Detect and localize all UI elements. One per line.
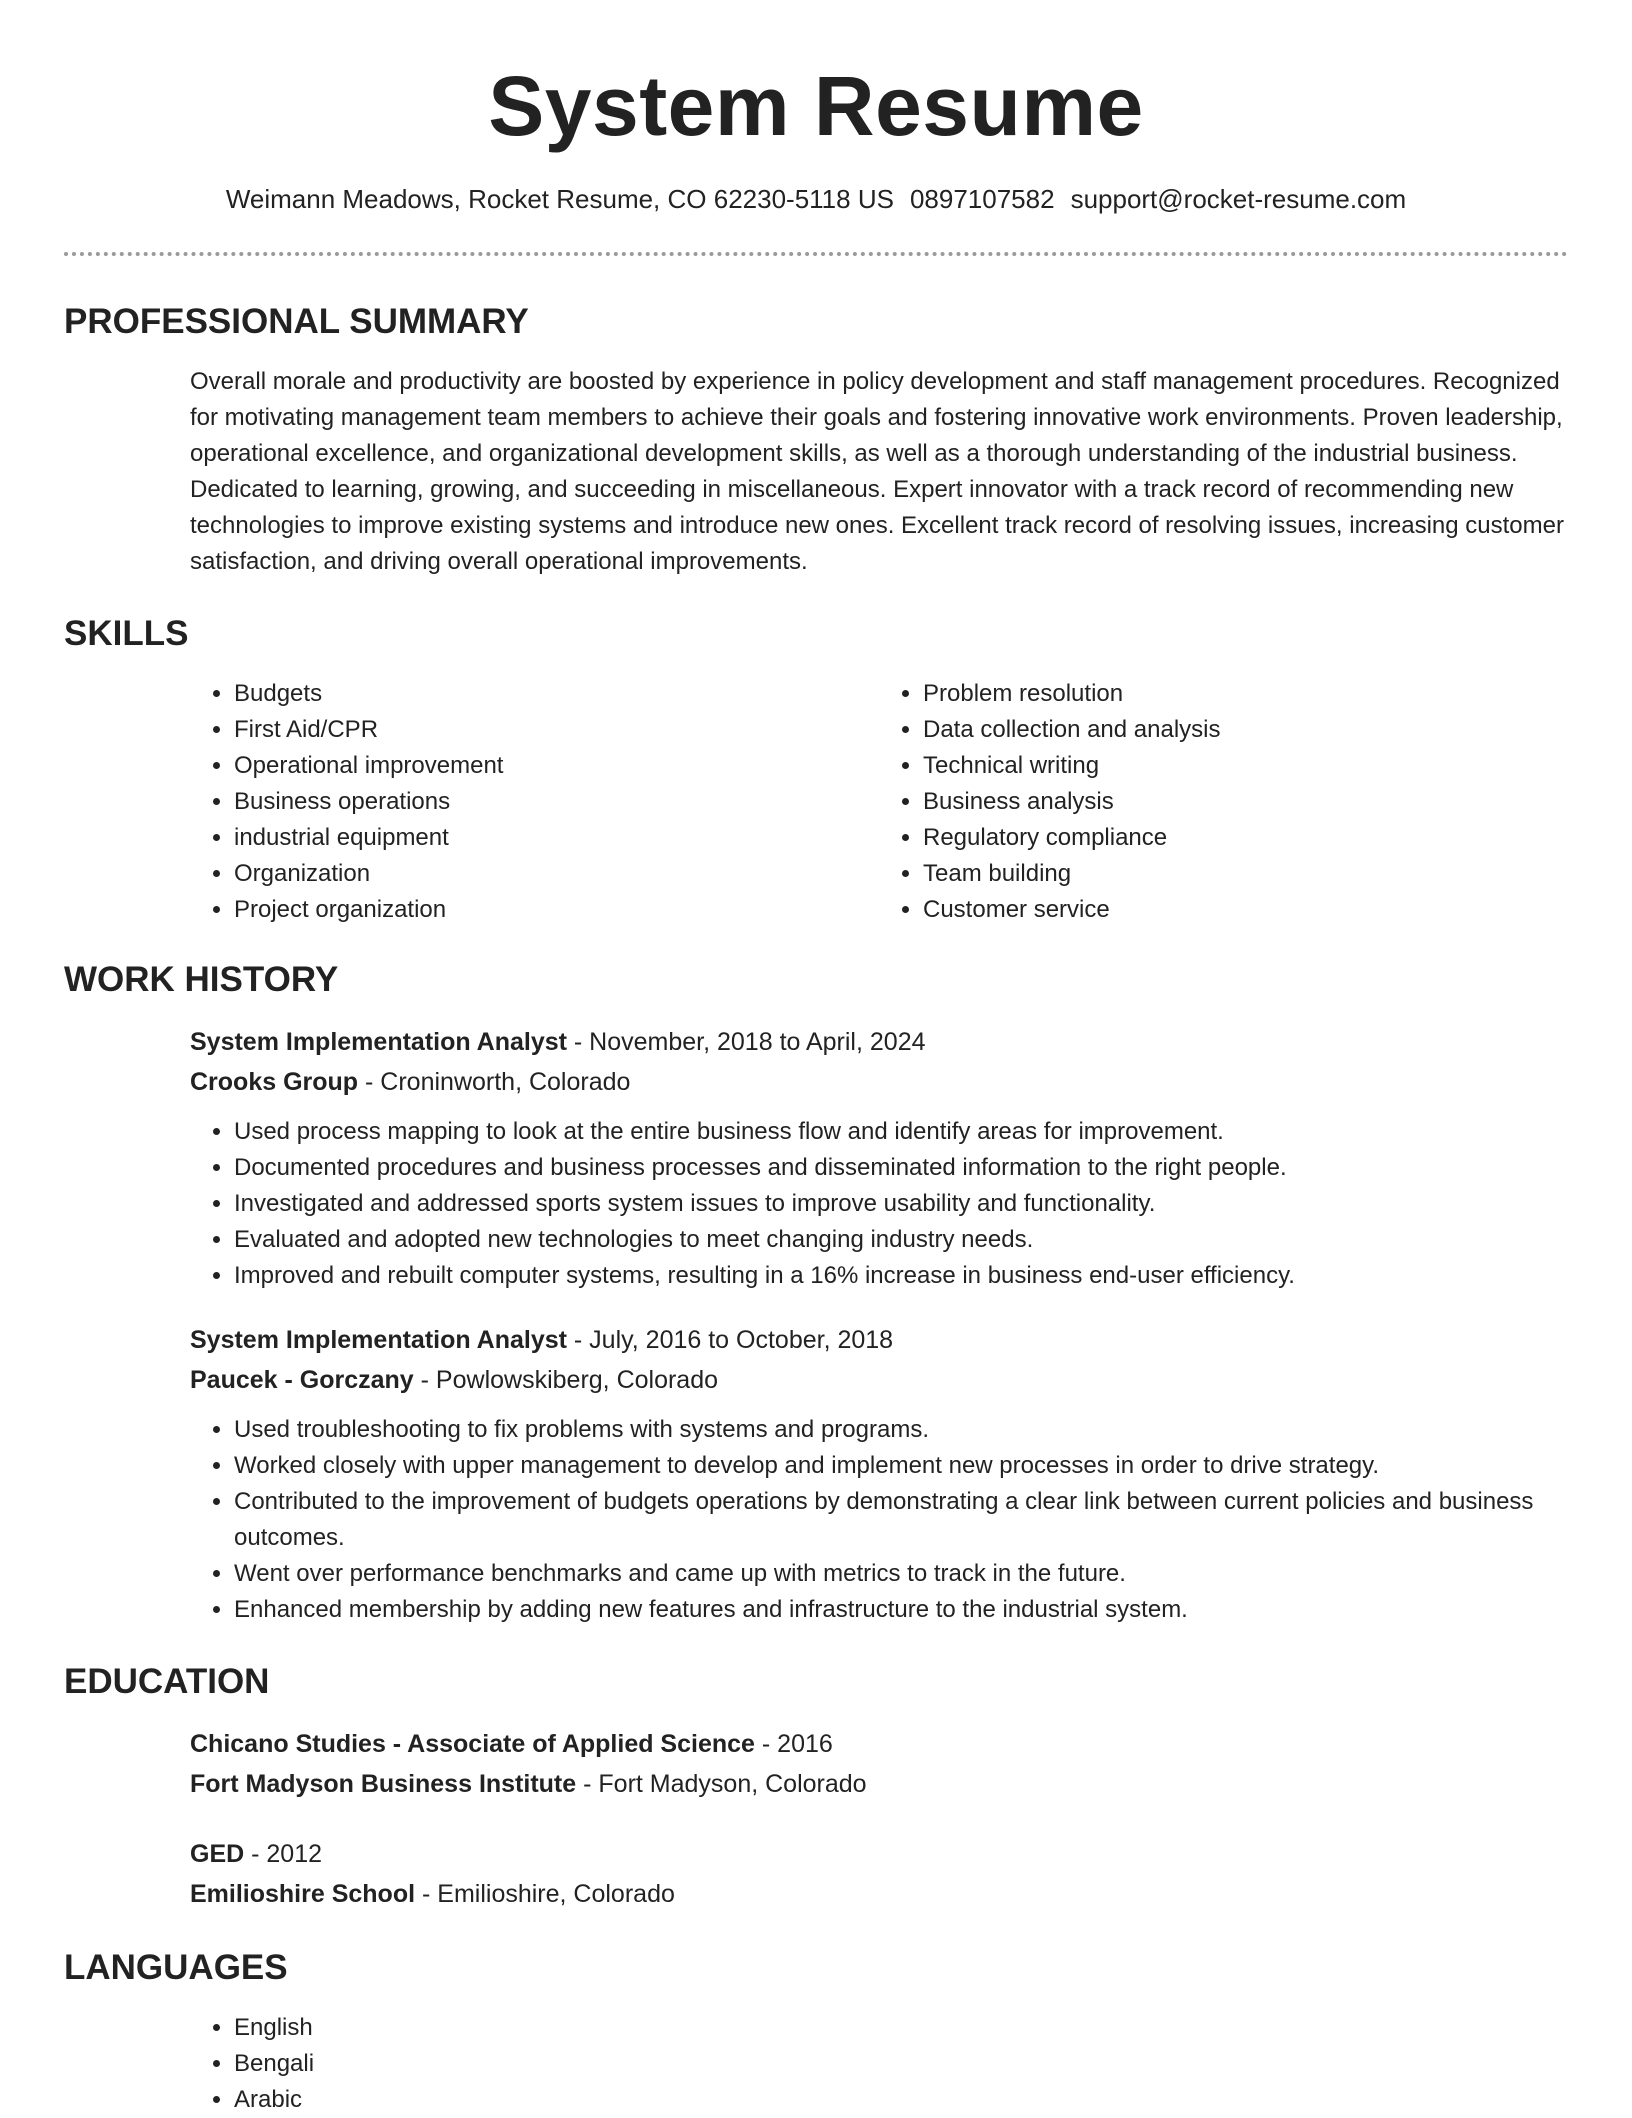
job-bullet: • Worked closely with upper management to develop and implement new processes in order to drive strategy. bbox=[234, 1448, 1568, 1484]
job-bullet: • Evaluated and adopted new technologies to meet changing industry needs. bbox=[234, 1222, 1568, 1258]
job-dates: - July, 2016 to October, 2018 bbox=[566, 1326, 894, 1354]
skill-item: • Regulatory compliance bbox=[923, 820, 1568, 856]
job-entry bbox=[190, 1320, 1568, 1628]
education-entry bbox=[190, 1724, 1568, 1804]
language-item: • Bengali bbox=[234, 2046, 1568, 2082]
job-bullet: • Investigated and addressed sports system issues to improve usability and functionality. bbox=[234, 1186, 1568, 1222]
education-degree: Chicano Studies - Associate of Applied Science bbox=[190, 1730, 755, 1758]
education-degree-line bbox=[190, 1834, 1568, 1874]
education-section bbox=[190, 1724, 1568, 1914]
education-year: - 2012 bbox=[244, 1840, 323, 1868]
job-bullet: • Contributed to the improvement of budgets operations by demonstrating a clear link between current policies and business outcomes. bbox=[234, 1484, 1568, 1556]
work-section bbox=[190, 1022, 1568, 1628]
education-location: - Fort Madyson, Colorado bbox=[576, 1770, 867, 1798]
languages-list bbox=[190, 2010, 1568, 2118]
job-company-line bbox=[190, 1360, 1568, 1400]
education-school-line bbox=[190, 1764, 1568, 1804]
job-location: - Powlowskiberg, Colorado bbox=[413, 1366, 719, 1394]
education-school: Fort Madyson Business Institute bbox=[190, 1770, 577, 1798]
contact-email: support@rocket-resume.com bbox=[1070, 184, 1407, 214]
job-role: System Implementation Analyst bbox=[190, 1028, 567, 1056]
skill-item: • Business analysis bbox=[923, 784, 1568, 820]
language-item: • English bbox=[234, 2010, 1568, 2046]
job-company: Paucek - Gorczany bbox=[190, 1366, 414, 1394]
job-bullet: • Used troubleshooting to fix problems with systems and programs. bbox=[234, 1412, 1568, 1448]
job-bullet: • Used process mapping to look at the entire business flow and identify areas for improvement. bbox=[234, 1114, 1568, 1150]
education-degree-line bbox=[190, 1724, 1568, 1764]
header-divider bbox=[64, 252, 1568, 256]
skill-item: • Customer service bbox=[923, 892, 1568, 928]
education-entry bbox=[190, 1834, 1568, 1914]
language-item: • Arabic bbox=[234, 2082, 1568, 2118]
skill-item: • Data collection and analysis bbox=[923, 712, 1568, 748]
education-school-line bbox=[190, 1874, 1568, 1914]
skill-item: • Budgets bbox=[234, 676, 879, 712]
job-bullet: • Improved and rebuilt computer systems, resulting in a 16% increase in business end-user efficiency. bbox=[234, 1258, 1568, 1294]
skill-item: • Organization bbox=[234, 856, 879, 892]
job-company: Crooks Group bbox=[190, 1068, 359, 1096]
skills-section bbox=[190, 676, 1568, 928]
job-location: - Croninworth, Colorado bbox=[358, 1068, 631, 1096]
skill-item: • First Aid/CPR bbox=[234, 712, 879, 748]
job-title-line bbox=[190, 1022, 1568, 1062]
skill-item: • Business operations bbox=[234, 784, 879, 820]
job-role: System Implementation Analyst bbox=[190, 1326, 567, 1354]
job-company-line bbox=[190, 1062, 1568, 1102]
job-bullet: • Enhanced membership by adding new features and infrastructure to the industrial system. bbox=[234, 1592, 1568, 1628]
skills-list-right bbox=[879, 676, 1568, 928]
contact-line bbox=[64, 182, 1568, 216]
job-title-line bbox=[190, 1320, 1568, 1360]
skill-item: • Problem resolution bbox=[923, 676, 1568, 712]
skills-list-left bbox=[190, 676, 879, 928]
languages-heading: LANGUAGES bbox=[64, 1948, 288, 1987]
contact-phone: 0897107582 bbox=[909, 184, 1055, 214]
education-year: - 2016 bbox=[754, 1730, 833, 1758]
job-dates: - November, 2018 to April, 2024 bbox=[566, 1028, 926, 1056]
skill-item: • Operational improvement bbox=[234, 748, 879, 784]
skills-heading: SKILLS bbox=[64, 614, 189, 653]
education-school: Emilioshire School bbox=[190, 1880, 416, 1908]
resume-name: System Resume bbox=[488, 59, 1144, 153]
education-location: - Emilioshire, Colorado bbox=[415, 1880, 675, 1908]
work-heading: WORK HISTORY bbox=[64, 960, 339, 999]
skill-item: • Team building bbox=[923, 856, 1568, 892]
job-bullet: • Documented procedures and business processes and disseminated information to the right people. bbox=[234, 1150, 1568, 1186]
contact-address: Weimann Meadows, Rocket Resume, CO 62230-5118 US bbox=[225, 184, 894, 214]
summary-text: Overall morale and productivity are boosted by experience in policy development and staff management procedures. Recognized for motivating management team members to achieve their goals and fostering innovative work environments. Proven leadership, operational excellence, and organizational development skills, as well as a thorough understanding of the industrial business. Dedicated to learning, growing, and succeeding in miscellaneous. Expert innovator with a track record of recommending new technologies to improve existing systems and introduce new ones. Excellent track record of resolving issues, increasing customer satisfaction, and driving overall operational improvements. bbox=[190, 368, 1564, 575]
skill-item: • Technical writing bbox=[923, 748, 1568, 784]
job-bullets bbox=[190, 1412, 1568, 1628]
summary-heading: PROFESSIONAL SUMMARY bbox=[64, 302, 529, 341]
summary-section bbox=[190, 364, 1568, 580]
education-degree: GED bbox=[190, 1840, 245, 1868]
skill-item: • industrial equipment bbox=[234, 820, 879, 856]
languages-section bbox=[190, 2010, 1568, 2118]
job-bullets bbox=[190, 1114, 1568, 1294]
education-heading: EDUCATION bbox=[64, 1662, 270, 1701]
job-bullet: • Went over performance benchmarks and came up with metrics to track in the future. bbox=[234, 1556, 1568, 1592]
job-entry bbox=[190, 1022, 1568, 1294]
skill-item: • Project organization bbox=[234, 892, 879, 928]
